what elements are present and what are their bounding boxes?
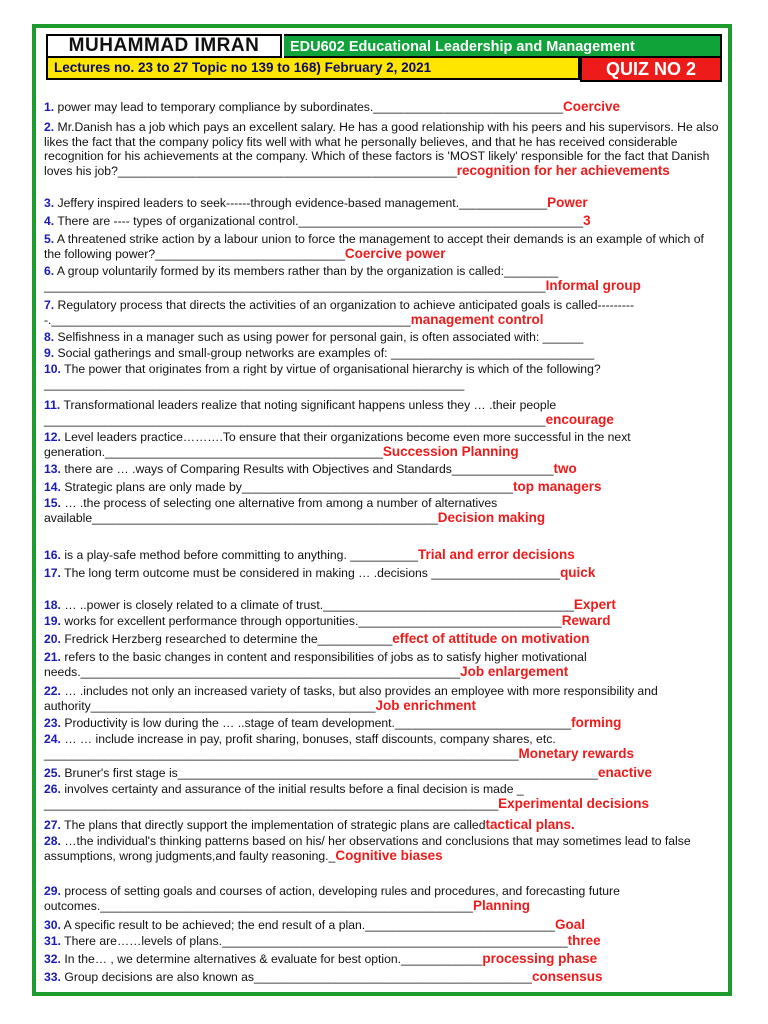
answer-text: top managers <box>512 479 602 494</box>
question-text: The plans that directly support the implementation of strategic plans are called <box>60 818 486 832</box>
question-number: 22. <box>44 684 61 698</box>
answer-text: recognition for her achievements <box>456 162 670 178</box>
question-text: …the individual's thinking patterns based on his/ her observations and conclusions that may sometimes lead to false assumptions, wrong judgments,and faulty reasoning._ <box>44 834 691 863</box>
question-item <box>44 120 724 178</box>
question-item <box>44 716 724 731</box>
answer-text: management control <box>410 311 544 327</box>
question-number: 32. <box>44 952 61 966</box>
question-number: 15. <box>44 496 61 510</box>
answer-text: Succession Planning <box>382 443 519 459</box>
question-text: There are ---- types of organizational control.__________________________________________ <box>54 214 584 228</box>
answer-text: Job enrichment <box>375 697 476 713</box>
question-text: Fredrick Herzberg researched to determine the___________ <box>60 632 393 646</box>
question-number: 21. <box>44 650 61 664</box>
question-item <box>44 684 724 713</box>
question-number: 23. <box>44 716 61 730</box>
answer-text: Trial and error decisions <box>418 547 575 562</box>
student-name: MUHAMMAD IMRAN <box>46 34 282 58</box>
answer-text: Planning <box>473 897 531 913</box>
question-item <box>44 480 724 495</box>
answer-text: Cognitive biases <box>335 847 443 863</box>
question-text: involves certainty and assurance of the initial results before a final decision is made _ ___________________________________________________________________ <box>44 782 524 811</box>
question-number: 30. <box>44 918 61 932</box>
question-item <box>44 732 724 761</box>
question-item <box>44 952 724 967</box>
question-item <box>44 330 724 345</box>
question-number: 17. <box>44 566 61 580</box>
question-item <box>44 766 724 781</box>
question-item <box>44 566 724 581</box>
question-text: Social gatherings and small-group networks are examples of: ______________________________ <box>54 346 595 360</box>
question-number: 10. <box>44 362 61 376</box>
question-number: 6. <box>44 264 55 278</box>
question-number: 12. <box>44 430 61 444</box>
answer-text: consensus <box>531 969 603 984</box>
lectures-info: Lectures no. 23 to 27 Topic no 139 to 168) February 2, 2021 <box>46 58 580 80</box>
question-number: 13. <box>44 462 61 476</box>
question-item <box>44 818 724 833</box>
question-number: 29. <box>44 884 61 898</box>
question-item <box>44 346 724 361</box>
answer-text: Monetary rewards <box>518 745 635 761</box>
question-item <box>44 632 724 647</box>
answer-text: Coercive power <box>344 245 446 261</box>
answer-text: Decision making <box>437 509 546 525</box>
question-text: … .includes not only an increased variety of tasks, but also provides an employee with more responsibility and authority__________________________________________ <box>44 684 658 713</box>
question-item <box>44 650 724 679</box>
answer-text: Coercive <box>563 99 621 114</box>
answer-text: three <box>567 933 601 948</box>
question-item <box>44 430 724 459</box>
question-item <box>44 100 724 115</box>
answer-text: Power <box>547 195 588 210</box>
question-number: 19. <box>44 614 61 628</box>
question-number: 31. <box>44 934 61 948</box>
question-text: The long term outcome must be considered in making … .decisions ___________________ <box>60 566 561 580</box>
question-number: 2. <box>44 120 55 134</box>
answer-text: Informal group <box>545 277 641 293</box>
question-number: 20. <box>44 632 61 646</box>
answer-text: two <box>553 461 577 476</box>
question-number: 24. <box>44 732 61 746</box>
question-item <box>44 264 724 293</box>
answer-text: quick <box>560 565 596 580</box>
question-text: there are … .ways of Comparing Results with Objectives and Standards_______________ <box>60 462 554 476</box>
question-number: 9. <box>44 346 55 360</box>
question-item <box>44 298 724 327</box>
quiz-header <box>46 34 722 82</box>
question-text: … … include increase in pay, profit sharing, bonuses, staff discounts, company shares, etc. ______________________________________________________________________ <box>44 732 556 761</box>
question-number: 14. <box>44 480 61 494</box>
question-text: process of setting goals and courses of action, developing rules and procedures, and forecasting future outcomes._______________________________________________________ <box>44 884 620 913</box>
question-text: Level leaders practice……….To ensure that their organizations become even more successful in the next generation._________________________________________ <box>44 430 631 459</box>
answer-text: 3 <box>583 213 591 228</box>
question-text: refers to the basic changes in content and responsibilities of jobs as to satisfy higher motivational needs.________________________________________________________ <box>44 650 587 679</box>
quiz-label: QUIZ NO 2 <box>580 58 722 82</box>
question-item <box>44 362 724 391</box>
question-item <box>44 598 724 613</box>
answer-text: Experimental decisions <box>498 795 649 811</box>
question-item <box>44 970 724 985</box>
question-text: A threatened strike action by a labour union to force the management to accept their demands is an example of which of the following power?____________________________ <box>44 232 704 261</box>
question-number: 28. <box>44 834 61 848</box>
course-title: EDU602 Educational Leadership and Management <box>284 34 722 58</box>
question-number: 3. <box>44 196 55 210</box>
question-text: Strategic plans are only made by________________________________________ <box>60 480 513 494</box>
question-item <box>44 918 724 933</box>
question-text: Bruner's first stage is______________________________________________________________ <box>60 766 598 780</box>
answer-text: enactive <box>598 765 653 780</box>
question-item <box>44 934 724 949</box>
answer-text: tactical plans. <box>485 817 575 832</box>
question-number: 7. <box>44 298 55 312</box>
question-item <box>44 834 724 863</box>
question-item <box>44 782 724 811</box>
question-text: Group decisions are also known as_________________________________________ <box>60 970 532 984</box>
question-item <box>44 232 724 261</box>
question-number: 27. <box>44 818 61 832</box>
question-item <box>44 398 724 427</box>
question-number: 1. <box>44 100 55 114</box>
question-text: works for excellent performance through opportunities.______________________________ <box>60 614 562 628</box>
question-item <box>44 214 724 229</box>
answer-text: processing phase <box>482 951 598 966</box>
question-item <box>44 548 724 563</box>
question-text: … .the process of selecting one alternative from among a number of alternatives available___________________________________________________ <box>44 496 498 525</box>
question-number: 33. <box>44 970 61 984</box>
answer-text: forming <box>571 715 622 730</box>
answer-text: Goal <box>554 917 585 932</box>
question-number: 5. <box>44 232 55 246</box>
question-item <box>44 496 724 525</box>
question-text: Selfishness in a manager such as using power for personal gain, is often associated with: ______ <box>54 330 584 344</box>
question-item <box>44 462 724 477</box>
question-text: Productivity is low during the … ..stage of team development.__________________________ <box>60 716 572 730</box>
question-item <box>44 614 724 629</box>
question-text: A specific result to be achieved; the end result of a plan.____________________________ <box>60 918 555 932</box>
question-number: 25. <box>44 766 61 780</box>
question-text: There are……levels of plans.___________________________________________________ <box>60 934 568 948</box>
question-text: Regulatory process that directs the activities of an organization to achieve anticipated goals is called----------._____________________________________________________ <box>44 298 635 327</box>
question-number: 26. <box>44 782 61 796</box>
question-text: Mr.Danish has a job which pays an excellent salary. He has a good relationship with his peers and his supervisors. He also likes the fact that the company policy fits well with what he personally believes, and that he has received considerable recognition for his achievements at the company. Which of these factors is 'MOST likely' responsible for the fact that Danish loves his job?__________________________________________________ <box>44 120 719 178</box>
question-number: 16. <box>44 548 61 562</box>
question-text: In the… , we determine alternatives & evaluate for best option.____________ <box>60 952 483 966</box>
question-number: 8. <box>44 330 55 344</box>
question-item <box>44 884 724 913</box>
question-text: Transformational leaders realize that noting significant happens unless they … .their people __________________________________________________________________________ <box>44 398 557 427</box>
question-item <box>44 196 724 211</box>
answer-text: effect of attitude on motivation <box>392 631 590 646</box>
answer-text: Reward <box>561 613 611 628</box>
answer-text: Job enlargement <box>460 663 569 679</box>
question-text: A group voluntarily formed by its members rather than by the organization is called:________ __________________________________________________________________________ <box>44 264 559 293</box>
question-text: Jeffery inspired leaders to seek------through evidence-based management._____________ <box>54 196 548 210</box>
question-text: is a play-safe method before committing to anything. __________ <box>60 548 418 562</box>
question-number: 4. <box>44 214 55 228</box>
question-text: power may lead to temporary compliance by subordinates.____________________________ <box>54 100 564 114</box>
answer-text: Expert <box>573 597 616 612</box>
question-number: 18. <box>44 598 61 612</box>
question-number: 11. <box>44 398 61 412</box>
question-text: … ..power is closely related to a climate of trust._____________________________________ <box>60 598 574 612</box>
question-text: The power that originates from a right by virtue of organisational hierarchy is which of the following?______________________________________________________________ <box>44 362 601 391</box>
answer-text: encourage <box>545 411 614 427</box>
